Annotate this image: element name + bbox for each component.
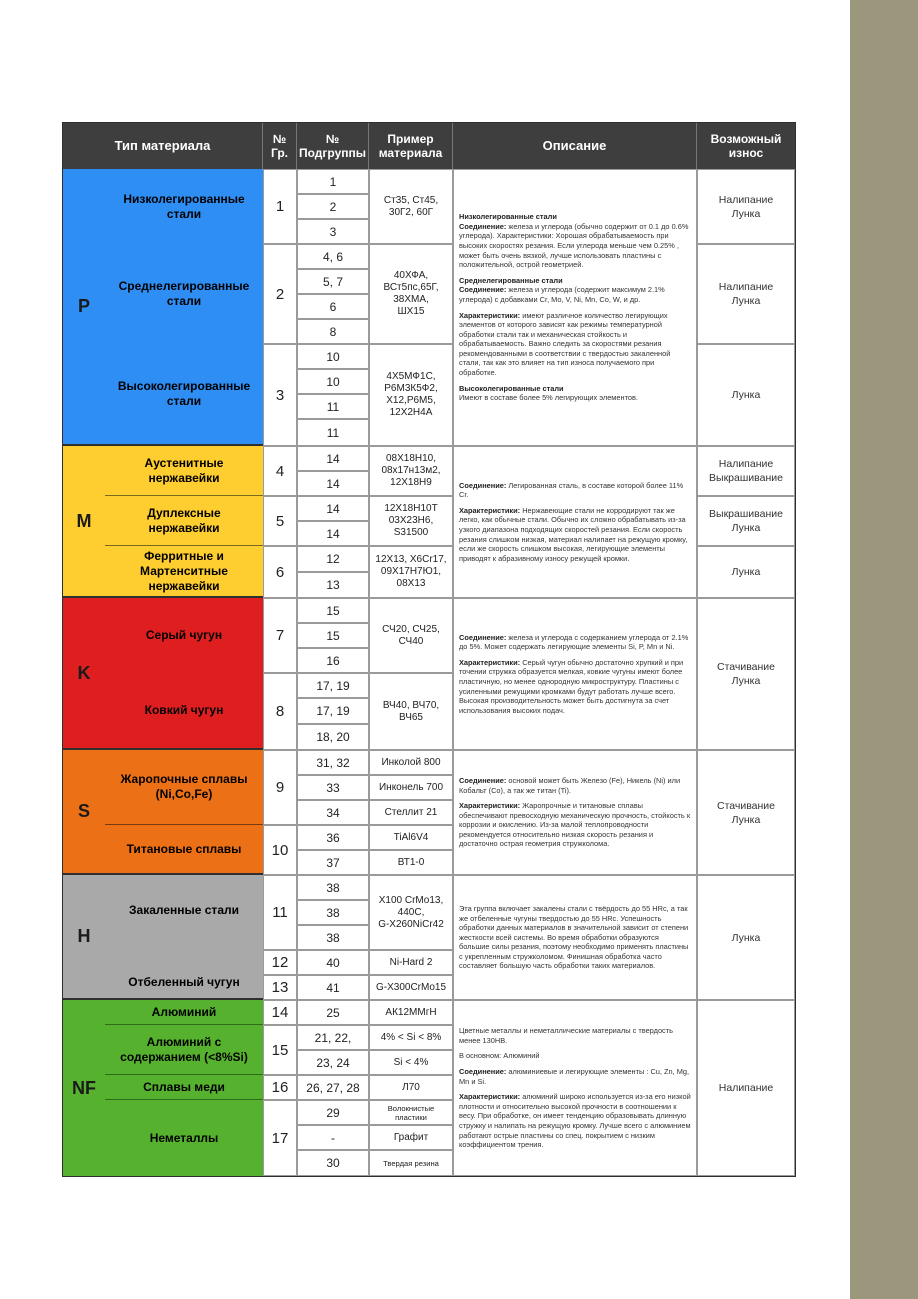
desc-text: Жаропрочные и титановые сплавы обеспечивают превосходную механическую прочность, стойкость к коррозии и окислению. Из-за малой теплопроводности рекомендуется относительно низкая скорость резания и достаточно острая геометрия стружколома. (459, 801, 691, 849)
example-cell: Инколой 800 (369, 750, 453, 775)
header-example: Пример материала (369, 123, 453, 169)
material-nonmetals: Неметаллы (105, 1100, 263, 1176)
group-letter-nf: NF (63, 1000, 105, 1176)
group-number: 13 (263, 975, 297, 1000)
group-number: 9 (263, 750, 297, 825)
group-number: 12 (263, 950, 297, 975)
desc-title: Высоколегированные стали (459, 383, 564, 393)
subgroup-cell: 34 (297, 800, 369, 825)
subgroup-cell: 40 (297, 950, 369, 975)
subgroup-cell: 14 (297, 521, 369, 546)
wear-cell: Выкрашивание Лунка (697, 496, 795, 546)
group-number: 17 (263, 1100, 297, 1176)
wear-cell: Лунка (697, 344, 795, 446)
description-p (453, 169, 697, 446)
desc-text: Имеют в составе более 5% легирующих элементов. (459, 393, 638, 403)
subgroup-cell: 13 (297, 572, 369, 598)
description-m (453, 446, 697, 598)
subgroup-cell: 6 (297, 294, 369, 319)
material-low-alloy: Низколегированные стали (105, 169, 263, 244)
subgroup-cell: 21, 22, (297, 1025, 369, 1050)
desc-text: имеют различное количество легирующих элементов от которого зависят как режимы температурной обработки стали так и механическая стойкость и обрабатываемость. Важно следить за скоростями резания рекомендованными в соответствии с твердостью закаленной стали, так как это влияет на тип износа получаемого при обработке. (459, 310, 671, 378)
wear-cell: Налипание Лунка (697, 169, 795, 244)
material-ductile-cast-iron: Ковкий чугун (105, 673, 263, 750)
subgroup-cell: 14 (297, 471, 369, 496)
group-number: 10 (263, 825, 297, 875)
group-letter-p: P (63, 169, 105, 446)
header-subgroup-no: № Подгруппы (297, 123, 369, 169)
subgroup-cell: 14 (297, 496, 369, 521)
wear-cell: Лунка (697, 875, 795, 1000)
group-number: 16 (263, 1075, 297, 1100)
group-number: 15 (263, 1025, 297, 1075)
header-group-no: № Гр. (263, 123, 297, 169)
group-letter-h: H (63, 875, 105, 1000)
example-cell: Ni-Hard 2 (369, 950, 453, 975)
desc-title: Низколегированные стали (459, 212, 557, 222)
example-cell: Волокнистые пластики (369, 1100, 453, 1125)
desc-text: железа и углерода (обычно содержит от 0.1 до 0.6% углерода). Характеристики: Хорошая обрабатываемость при высоких скоростях резания. Если углерода меньше чем 0.25% , может быть очень вязкой, лучше использовать пластины с положительной, острой геометрией. (459, 221, 689, 270)
desc-text: алюминиевые и легирующие элементы : Cu, Zn, Mg, Mn и Si. (459, 1067, 690, 1086)
material-duplex: Дуплексные нержавейки (105, 496, 263, 546)
material-heat-resistant: Жаропочные сплавы (Ni,Co,Fe) (105, 750, 263, 825)
material-high-alloy: Высоколегированные стали (105, 344, 263, 446)
material-hardened-steel: Закаленные стали (129, 903, 239, 917)
desc-text: В основном: Алюминий (459, 1051, 540, 1061)
example-cell: Стеллит 21 (369, 800, 453, 825)
subgroup-cell: 38 (297, 875, 369, 900)
material-austenitic: Аустенитные нержавейки (105, 446, 263, 496)
subgroup-cell: 10 (297, 344, 369, 369)
subgroup-cell: 38 (297, 925, 369, 950)
subgroup-cell: 16 (297, 648, 369, 673)
example-cell: G-X300CrMo15 (369, 975, 453, 1000)
material-mid-alloy: Среднелегированные стали (105, 244, 263, 344)
subgroup-cell: 2 (297, 194, 369, 219)
group-number: 6 (263, 546, 297, 598)
subgroup-cell: 41 (297, 975, 369, 1000)
description-k (453, 598, 697, 750)
desc-label: Характеристики: (459, 1092, 521, 1102)
subgroup-cell: 36 (297, 825, 369, 850)
group-letter-s: S (63, 750, 105, 875)
material-gray-cast-iron: Серый чугун (105, 598, 263, 673)
material-hardened (105, 875, 263, 1000)
description-s (453, 750, 697, 875)
group-number: 11 (263, 875, 297, 950)
desc-title: Среднелегированные стали (459, 275, 563, 285)
example-cell: Л70 (369, 1075, 453, 1100)
material-chilled-cast-iron: Отбеленный чугун (128, 975, 240, 989)
example-cell: СЧ20, СЧ25, СЧ40 (369, 598, 453, 673)
wear-cell: Стачивание Лунка (697, 750, 795, 875)
example-cell: TiAl6V4 (369, 825, 453, 850)
group-number: 8 (263, 673, 297, 750)
subgroup-cell: 26, 27, 28 (297, 1075, 369, 1100)
header-wear: Возможный износ (697, 123, 795, 169)
example-cell: 12Х13, Х6Cr17, 09Х17Н7Ю1, 08Х13 (369, 546, 453, 598)
desc-label: Соединение: (459, 775, 507, 785)
subgroup-cell: 14 (297, 446, 369, 471)
wear-cell: Лунка (697, 546, 795, 598)
desc-text: алюминий широко используется из-за его низкой плотности и относительно высокой прочности в соотношении к весу. При обработке, он имеет тенденцию образовывать длинную стружку и налипать на режущую кромку. Лучше всего с алюминием работают острые пластины со спец. покрытием с низким коэффициентом трения. (459, 1092, 691, 1150)
subgroup-cell: 12 (297, 546, 369, 572)
desc-label: Соединение: (459, 632, 507, 642)
subgroup-cell: 33 (297, 775, 369, 800)
wear-cell: Налипание Выкрашивание (697, 446, 795, 496)
subgroup-cell: 17, 19 (297, 673, 369, 698)
example-cell: Ст35, Ст45, 30Г2, 60Г (369, 169, 453, 244)
wear-cell: Стачивание Лунка (697, 598, 795, 750)
subgroup-cell: 18, 20 (297, 724, 369, 750)
desc-label: Соединение: (459, 480, 507, 490)
desc-text: железа и углерода с содержанием углерода от 2.1% до 5%. Может содержать легирующие элементы Si, P, Mn и Ni. (459, 632, 689, 652)
example-cell: ВТ1-0 (369, 850, 453, 875)
example-cell: Графит (369, 1125, 453, 1150)
group-letter-m: M (63, 446, 105, 598)
subgroup-cell: 15 (297, 598, 369, 623)
wear-cell: Налипание Лунка (697, 244, 795, 344)
example-cell: X100 CrMo13, 440C, G-X260NiCr42 (369, 875, 453, 950)
example-cell: 12Х18Н10Т 03Х23Н6, S31500 (369, 496, 453, 546)
example-cell: Si < 4% (369, 1050, 453, 1075)
subgroup-cell: 38 (297, 900, 369, 925)
desc-text: Серый чугун обычно достаточно хрупкий и при точении стружка образуется мелкая, ковкие чугуны имеют более пластичную, но менее однородную микроструктуру. Пластины с усиленными режущими кромками будут работать лучше всего. Высокая производительность может быть достигнута за счет использования высоких подач. (459, 657, 684, 715)
group-number: 3 (263, 344, 297, 446)
subgroup-cell: 37 (297, 850, 369, 875)
example-cell: 4% < Si < 8% (369, 1025, 453, 1050)
desc-text: Легированная сталь, в составе которой более 11% Cr. (459, 480, 684, 500)
group-number: 7 (263, 598, 297, 673)
group-number: 2 (263, 244, 297, 344)
desc-label: Характеристики: (459, 801, 521, 811)
side-stripe (850, 0, 918, 1299)
description-nf (453, 1000, 697, 1176)
example-cell: 40ХФА, ВСт5пс,65Г, 38ХМА, ШХ15 (369, 244, 453, 344)
desc-label: Соединение: (459, 221, 507, 231)
group-number: 1 (263, 169, 297, 244)
desc-label: Характеристики: (459, 505, 521, 515)
subgroup-cell: 11 (297, 394, 369, 419)
desc-text: основой может быть Железо (Fe), Никель (Ni) или Кобальт (Co), а так же титан (Ti). (459, 775, 681, 795)
example-cell: Твердая резина (369, 1150, 453, 1176)
subgroup-cell: 10 (297, 369, 369, 394)
material-aluminum: Алюминий (105, 1000, 263, 1025)
example-cell: Инконель 700 (369, 775, 453, 800)
desc-label: Характеристики: (459, 310, 521, 320)
subgroup-cell: 29 (297, 1100, 369, 1125)
wear-cell: Налипание (697, 1000, 795, 1176)
subgroup-cell: 30 (297, 1150, 369, 1176)
subgroup-cell: 3 (297, 219, 369, 244)
group-number: 5 (263, 496, 297, 546)
material-copper-alloys: Сплавы меди (105, 1075, 263, 1100)
example-cell: 4Х5МФ1С, Р6М3К5Ф2, Х12,Р6М5, 12Х2Н4А (369, 344, 453, 446)
materials-table (62, 122, 796, 1177)
desc-text: Эта группа включает закалены стали с твёрдость до 55 HRc, а так же отбеленные чугуны твердостью до 55 HRc. Успешность обработки данных материалов в значительной зависит от степени жесткости всей системы. Во время обработки образуются большие силы резания, поэтому необходимо применять пластины с укрепленным стружколомом. Финишная обработка часто составляет большую часть обработки таких материалов. (459, 903, 689, 971)
desc-text: Нержавеющие стали не корродируют так же легко, как обычные стали. Обычно их сложно обрабатывать из-за узкого диапазона подходящих скоростей резания. Если скорость резания слишком низкая, материал налипает на режущую кромку, если же скорость слишком высокая, легирующие элементы приводят к абразивному износу режущей кромки. (459, 505, 688, 563)
desc-text: Цветные металлы и неметаллические материалы с твердость менее 130HB. (459, 1026, 673, 1045)
subgroup-cell: 23, 24 (297, 1050, 369, 1075)
material-aluminum-si: Алюминий с содержанием (<8%Si) (105, 1025, 263, 1075)
group-letter-k: K (63, 598, 105, 750)
group-number: 4 (263, 446, 297, 496)
desc-text: железа и углерода (содержит максимум 2.1% углерода) с добавками Cr, Mo, V, Ni, Mn, Co, W, и др. (459, 285, 665, 304)
material-titanium: Титановые сплавы (105, 825, 263, 875)
desc-label: Соединение: (459, 285, 507, 295)
subgroup-cell: 17, 19 (297, 698, 369, 724)
desc-label: Соединение: (459, 1067, 507, 1077)
subgroup-cell: 4, 6 (297, 244, 369, 269)
subgroup-cell: - (297, 1125, 369, 1150)
group-number: 14 (263, 1000, 297, 1025)
desc-label: Характеристики: (459, 657, 521, 667)
subgroup-cell: 1 (297, 169, 369, 194)
material-ferritic: Ферритные и Мартенситные нержавейки (105, 546, 263, 598)
subgroup-cell: 25 (297, 1000, 369, 1025)
subgroup-cell: 8 (297, 319, 369, 344)
subgroup-cell: 5, 7 (297, 269, 369, 294)
subgroup-cell: 15 (297, 623, 369, 648)
subgroup-cell: 11 (297, 419, 369, 446)
subgroup-cell: 31, 32 (297, 750, 369, 775)
example-cell: ВЧ40, ВЧ70, ВЧ65 (369, 673, 453, 750)
example-cell: АК12ММгН (369, 1000, 453, 1025)
header-material-type: Тип материала (63, 123, 263, 169)
header-description: Описание (453, 123, 697, 169)
description-h (453, 875, 697, 1000)
example-cell: 08Х18Н10, 08х17н13м2, 12Х18Н9 (369, 446, 453, 496)
